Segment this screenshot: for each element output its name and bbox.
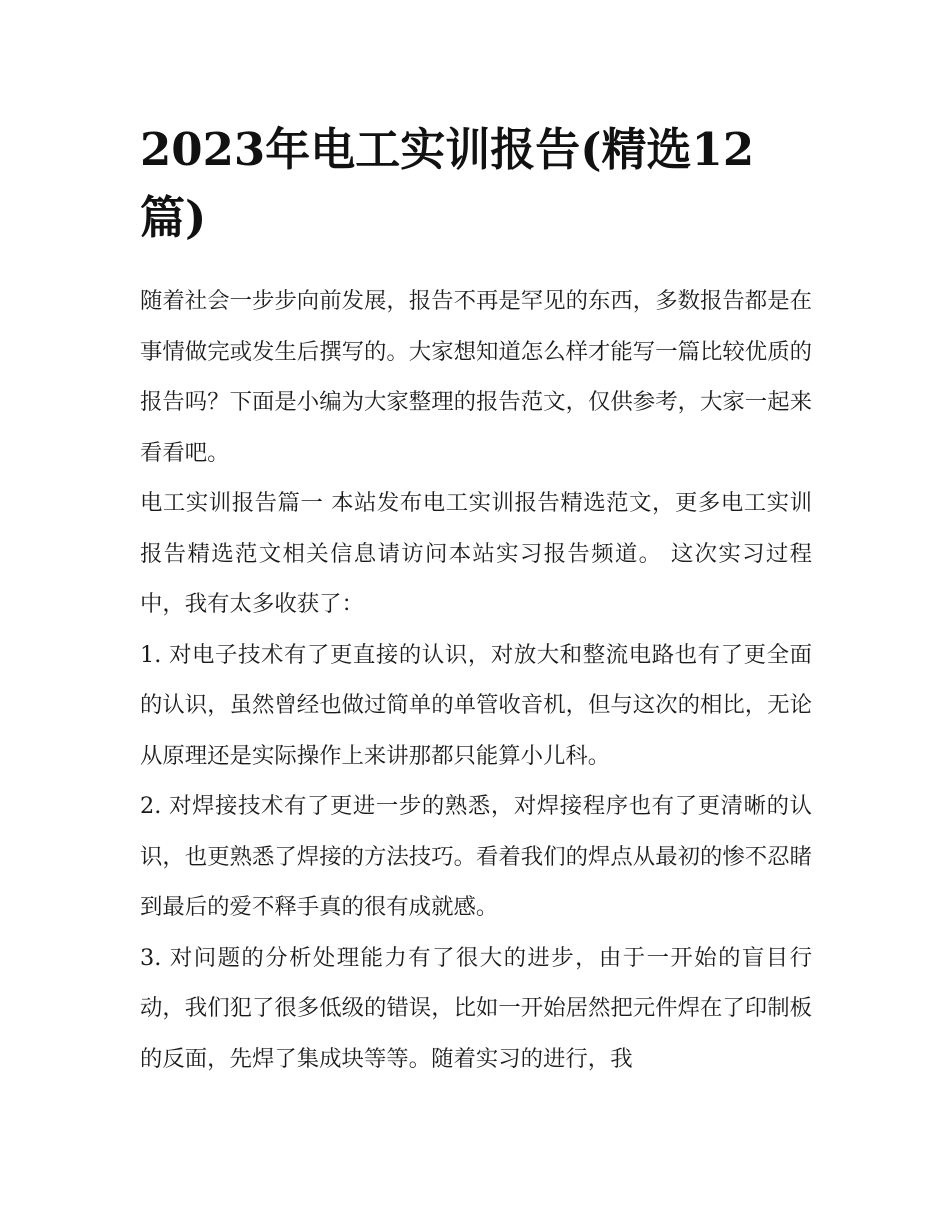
document-title: 2023年电工实训报告(精选12篇) [140,123,755,244]
section-one-paragraph: 电工实训报告篇一 本站发布电工实训报告精选范文，更多电工实训报告精选范文相关信息请访问本站实习报告频道。 这次实习过程中，我有太多收获了： [140,490,812,617]
list-item-1: 1. 对电子技术有了更直接的认识，对放大和整流电路也有了更全面的认识，虽然曾经也做过简单的单管收音机，但与这次的相比，无论从原理还是实际操作上来讲那都只能算小儿科。 [140,641,812,769]
list-item-3: 3. 对问题的分析处理能力有了很大的进步，由于一开始的盲目行动，我们犯了很多低级的错误，比如一开始居然把元件焊在了印制板的反面，先焊了集成块等等。随着实习的进行，我 [140,944,812,1072]
intro-paragraph: 随着社会一步步向前发展，报告不再是罕见的东西，多数报告都是在事情做完或发生后撰写的。大家想知道怎么样才能写一篇比较优质的报告吗？下面是小编为大家整理的报告范文，仅供参考，大家一起来看看吧。 [140,288,812,466]
list-item-2: 2. 对焊接技术有了更进一步的熟悉，对焊接程序也有了更清晰的认识，也更熟悉了焊接的方法技巧。看着我们的焊点从最初的惨不忍睹到最后的爱不释手真的很有成就感。 [140,793,812,920]
